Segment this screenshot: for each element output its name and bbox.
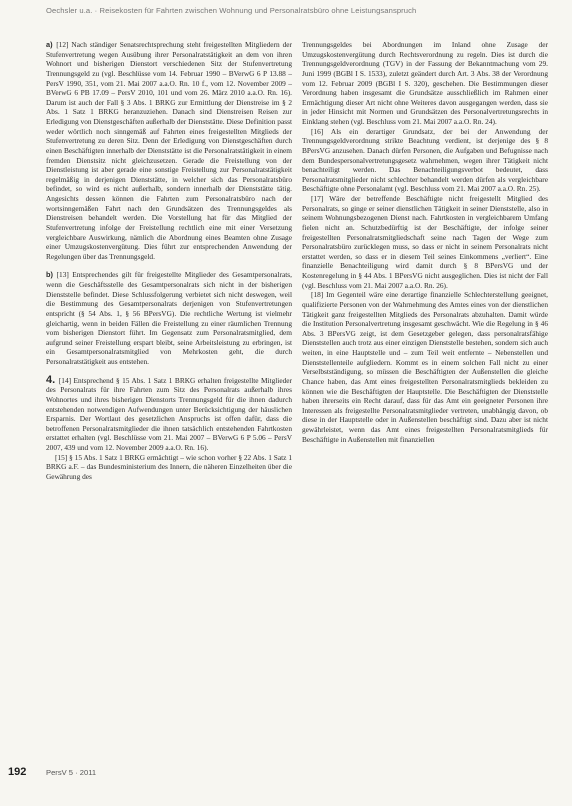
paragraph-text: [15] § 15 Abs. 1 Satz 1 BRKG ermächtigt – wie schon vorher § 22 Abs. 1 Satz 1 BRKG a.F. – das Bundesministerium des Innern, die näheren Einzelheiten über die Gewährung des xyxy=(46,452,292,481)
paragraph-text: [17] Wäre der betreffende Beschäftigte nicht freigestellt Mitglied des Personalrats, so ginge er seiner dienstlichen Tätigkeit in seiner Dienststelle, also in seinem Wohnungsbezogenen Dienst nach. Fahrtkosten in vergleichbarem Umfang fielen nicht an. Schutzbedürftig ist der Beschäftigte, der infolge seiner freigestellten Personalratsmitgliedschaft seine nach Tagen der Wege zum Personalratsbüro zurücklegen muss, so dass er nicht in seinem Personalrats nicht erstattet werden, so dass er in diesem Teil seines Einkommens „verliert“. Eine finanzielle Benachteiligung wird damit durch § 8 BPersVG und der Kostenregelung in § 44 Abs. 1 BPersVG nicht ausgeglichen. Dies ist nicht der Fall (vgl. Beschluss vom 21. Mai 2007 a.a.O. Rn. 26). xyxy=(302,194,548,290)
running-header xyxy=(46,6,556,20)
journal-source: PersV 5 · 2011 xyxy=(46,768,97,777)
header-text: Oechsler u.a. · Reisekosten für Fahrten zwischen Wohnung und Personalratsbüro ohne Leistungsanspruch xyxy=(46,6,417,15)
section-label: a) xyxy=(46,40,53,49)
paragraph-text: [18] Im Gegenteil wäre eine derartige finanzielle Schlechterstellung geeignet, qualifizierte Personen von der Wahrnehmung des Amtes eines von der dienstlichen Tätigkeit ganz freigestellten Mitglieds des Personalrats abzuhalten. Damit würde die Institution Personalvertretung insgesamt geschwächt. Wie die Regelung in § 46 Abs. 3 BPersVG zeigt, ist dem Gesetzgeber gelegen, dass personalratsfähige Dienststellen auch trotz aus einer einzigen Dienststelle bestehen, sondern sich auch weiten, in eine Hauptstelle und – zum Teil weit entfernte – Nebenstellen und Dienststellenteile aufgliedern. Kommt es in einem solchen Fall nicht zu einer Verselbstständigung, so müssen die Beschäftigten der Außenstellen die gleiche Chance haben, das Amt eines freigestellten Personalratsmitglieds bekleiden zu können wie die Beschäftigten der Hauptstelle. Die Beschäftigten der Dienststelle haben ihrerseits ein Recht darauf, dass für das Amt ein geeigneter Personen ihre Interessen als freigestellte Personalratsmitglieder vertreten, unabhängig davon, ob diese in der Hauptstelle oder in Außenstellen beschäftigt sind. Dazu aber ist nicht gewährleistet, wenn das Amt eines freigestellten Personalratsmitglieds für Beschäftigte in Außenstellen mit finanziellen xyxy=(302,290,548,444)
paragraph-text: [12] Nach ständiger Senatsrechtsprechung steht freigestellten Mitgliedern der Stufenvertretung wegen Ausübung ihrer Personalratstätigkeit an dem von ihren Wohnort und bisherigen Dienstort verschiedenen Sitz der Stufenvertretung Trennungsgeld zu (vgl. Beschlüsse vom 14. Februar 1990 – BVerwG 6 P 13.88 – PersV 1990, 351, vom 21. Mai 2007 a.a.O. Rn. 10 f., vom 12. November 2009 – BVerwG 6 PB 17.09 – PersV 2010, 101 und vom 26. März 2010 a.a.O. Rn. 16). Darum ist auch der Fall § 3 Abs. 1 BRKG zur Ermittlung der Dienstreise im § 2 Abs. 1 Satz 1 BRKG heranzuziehen. Danach sind Dienstreisen Reisen zur Erledigung von Dienstgeschäften außerhalb der Dienststätte. Diese Definition passt weder wörtlich noch sinngemäß auf Fahrten eines freigestellten Mitglieds der Stufenvertretung zu deren Sitz. Denn der Erledigung von Dienstgeschäften durch einen Beschäftigten innerhalb der Dienststätte ist die Personalratstätigkeit in einem fremden Dienstsitz nicht gleichzusetzen. Gerade die Freistellung von der Dienstleistung ist aber gerade eine sonstige Freistellung zur Personalratstätigkeit regelmäßig in derjenigen Dienststätte, in welcher sich das Personalratsbüro befindet, so wird es nicht außerhalb, sondern innerhalb der Dienststätte tätig. Angesichts dessen können die Fahrten zum Personalratsbüro nach der wortsinngemäßen Fahrt nach den Grundsätzen des Trennungsgeldes als Dienstreisen behandelt werden. Die Vorstellung hat für das Mitglied der Stufenvertretung infolge der Freistellung rechtlich eine mit einer Versetzung vergleichbare Auswirkung, nämlich die Abordnung eines Beamten ohne Zusage einer Umzugskostenvergütung. Dies führt zur entsprechenden Anwendung der Regelungen über das Trennungsgeld. xyxy=(46,40,292,261)
paragraph-text: [13] Entsprechendes gilt für freigestellte Mitglieder des Gesamtpersonalrats, wenn die Geschäftsstelle des Gesamtpersonalrats sich nicht in der bisherigen Dienststelle befindet. Diese Schlussfolgerung verbietet sich nicht deswegen, weil die Bestimmung des Gesamtpersonalrats derjenigen von Stufenvertretungen entspricht (§ 54 Abs. 1, § 56 BPersVG). Die rechtliche Wertung ist vielmehr gleichartig, wenn in beiden Fällen die Freistellung zu einer räumlichen Trennung vom bisherigen Dienstort führt. Im Gegensatz zum Personalratsmitglied, dem aufgrund seiner Freistellung erspart bleibt, seine Arbeitsleistung zu erbringen, ist ein Gesamtpersonalratsmitglied von Mehrkosten geht, die durch Personalratstätigkeit aus entstehen. xyxy=(46,270,292,366)
paragraph xyxy=(46,40,292,261)
page-footer xyxy=(0,766,572,806)
paragraph xyxy=(46,373,292,453)
paragraph-text: Trennungsgeldes bei Abordnungen im Inland ohne Zusage der Umzugskostenvergütung durch Rechtsverordnung zu regeln. Dies ist durch die Trennungsgeldverordnung (TGV) in der Fassung der Bekanntmachung vom 29. Juni 1999 (BGBl I S. 1533), zuletzt geändert durch Art. 3 Abs. 38 der Verordnung vom 12. Februar 2009 (BGBl I S. 320), geschehen. Die Bestimmungen dieser Verordnung haben insgesamt die Grundsätze ausschließlich im Rahmen einer Ermächtigung dieser Art nicht ohne Weiteres davon ausgegangen werden, dass sie in jeder Hinsicht mit Normen und Grundsätzen des Personalvertretungsrechts in Einklang stehen (vgl. Beschluss vom 21. Mai 2007 a.a.O. Rn. 24). xyxy=(302,40,548,126)
page-number: 192 xyxy=(8,766,27,778)
paragraph xyxy=(302,40,548,127)
paragraph xyxy=(302,290,548,444)
paragraph-text: [16] Als ein derartiger Grundsatz, der bei der Anwendung der Trennungsgeldverordnung strikte Beachtung verdient, ist derjenige des § 8 BPersVG anzusehen. Danach dürfen Personen, die Aufgaben und Befugnisse nach dem Bundespersonalvertretungsgesetz wahrnehmen, wegen ihrer Tätigkeit nicht benachteiligt werden. Das Benachteiligungsverbot bedeutet, dass Personalratsmitglieder nicht schlechter behandelt werden dürfen als vergleichbare Beschäftigte ohne Personalamt (vgl. Beschluss vom 21. Mai 2007 a.a.O. Rn. 25). xyxy=(302,126,548,194)
paragraph xyxy=(302,194,548,290)
paragraph xyxy=(46,453,292,482)
paragraph-text: [14] Entsprechend § 15 Abs. 1 Satz 1 BRKG erhalten freigestellte Mitglieder des Personalrats für ihre Fahrten zum Sitz des Personalrats außerhalb ihres Wohnortes und ihres bisherigen Dienstorts Trennungsgeld für die ihnen dadurch entstehenden notwendigen Aufwendungen unter Berücksichtigung der häuslichen Ersparnis. Der Wortlaut des gesetzlichen Anspruchs ist offen dafür, dass die betroffenen Personalratsmitglieder die ihnen tatsächlich entstehenden Fahrtkosten erstattet erhalten (vgl. Beschlüsse vom 21. Mai 2007 – BVerwG 6 P 5.06 – PersV 2007, 439 und vom 12. November 2009 a.a.O. Rn. 16). xyxy=(46,375,292,452)
section-label: 4. xyxy=(46,373,56,386)
paragraph xyxy=(46,270,292,366)
right-column xyxy=(302,40,548,758)
section-label: b) xyxy=(46,270,53,280)
left-column xyxy=(46,40,292,758)
paragraph xyxy=(302,127,548,194)
